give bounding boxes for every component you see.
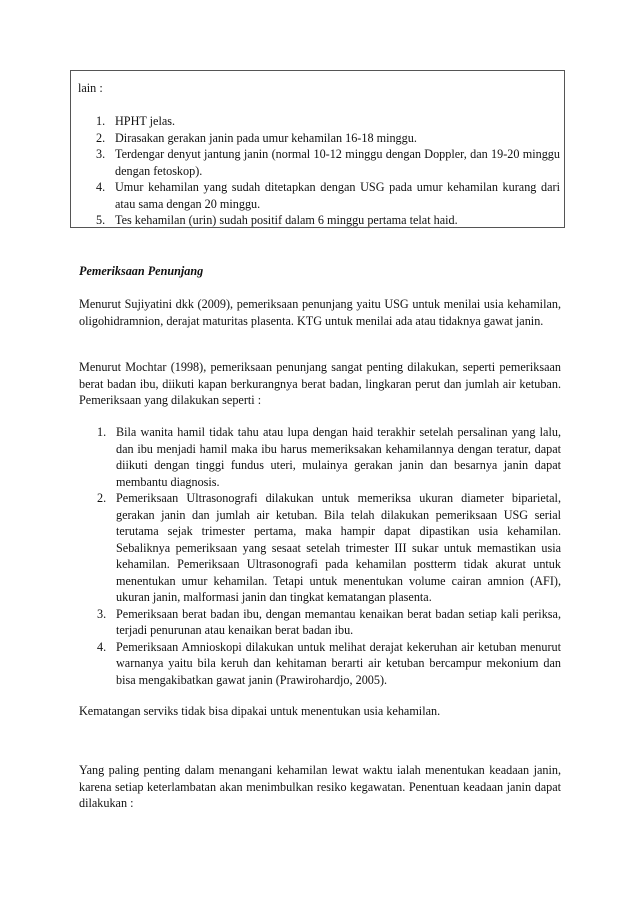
list-item-number: 1. (96, 114, 106, 128)
list-item-number: 3. (96, 147, 106, 161)
section-heading: Pemeriksaan Penunjang (79, 264, 204, 278)
list-item-text: Pemeriksaan Amnioskopi dilakukan untuk melihat derajat kekeruhan air ketuban menurut warnanya yaitu bila keruh dan kehitaman berarti air ketuban bercampur mekonium dan bisa mengakibatkan gawat janin (Prawirohardjo, 2005). (116, 639, 561, 687)
box-intro-text: lain : (78, 81, 103, 95)
list-item-text: Pemeriksaan Ultrasonografi dilakukan untuk memeriksa ukuran diameter biparietal, gerakan janin dan jumlah air ketuban. Bila telah dilakukan pemeriksaan USG serial terutama sejak trimester pertama, maka hampir dapat dipastikan usia kehamilan. Sebaliknya pemeriksaan yang sesaat setelah trimester III sukar untuk memastikan usia kehamilan. Pemeriksaan Ultrasonografi pada kehamilan postterm tidak akurat untuk menentukan umur kehamilan. Tetapi untuk menentukan volume cairan amnion (AFI), ukuran janin, malformasi janin dan tingkat kematangan plasenta. (116, 491, 561, 604)
list-item (97, 639, 561, 689)
paragraph-sujiyatini: Menurut Sujiyatini dkk (2009), pemeriksaan penunjang yaitu USG untuk menilai usia kehamilan, oligohidramnion, derajat maturitas plasenta. KTG untuk menilai ada atau tidaknya gawat janin. (79, 297, 561, 328)
criteria-box (70, 70, 565, 228)
list-item-text: Pemeriksaan berat badan ibu, dengan memantau kenaikan berat badan setiap kali periksa, terjadi penurunan atau kenaikan berat badan ibu. (116, 606, 561, 637)
list-item-text: Dirasakan gerakan janin pada umur kehamilan 16-18 minggu. (115, 130, 417, 145)
list-item-text: Terdengar denyut jantung janin (normal 10-12 minggu dengan Doppler, dan 19-20 minggu dengan fetoskop). (115, 147, 560, 178)
list-item (97, 606, 561, 639)
list-item (96, 212, 560, 229)
list-item-number: 2. (97, 491, 107, 505)
list-item-number: 3. (97, 606, 107, 621)
list-item (97, 424, 561, 490)
examination-list (97, 424, 561, 688)
list-item (97, 490, 561, 606)
list-item-text: Umur kehamilan yang sudah ditetapkan dengan USG pada umur kehamilan kurang dari atau sama dengan 20 minggu. (115, 180, 560, 211)
list-item-number: 5. (96, 213, 106, 227)
list-item (96, 179, 560, 212)
criteria-list (96, 113, 560, 229)
paragraph-mochtar: Menurut Mochtar (1998), pemeriksaan penunjang sangat penting dilakukan, seperti pemeriksaan berat badan ibu, diikuti kapan berkurangnya berat badan, lingkaran perut dan jumlah air ketuban. Pemeriksaan yang dilakukan seperti : (79, 360, 561, 407)
paragraph-serviks: Kematangan serviks tidak bisa dipakai untuk menentukan usia kehamilan. (79, 704, 441, 718)
list-item (96, 146, 560, 179)
list-item-text: HPHT jelas. (115, 114, 176, 128)
paragraph-penanganan: Yang paling penting dalam menangani kehamilan lewat waktu ialah menentukan keadaan janin, karena setiap keterlambatan akan menimbulkan resiko kegawatan. Penentuan keadaan janin dapat dilakukan : (79, 763, 561, 810)
list-item-number: 4. (96, 180, 106, 194)
list-item-text: Bila wanita hamil tidak tahu atau lupa dengan haid terakhir setelah persalinan yang lalu, dan ibu menjadi hamil maka ibu harus memeriksakan kehamilannya dengan teratur, dapat diikuti dengan tinggi fundus uteri, mulainya gerakan janin dan besarnya janin dapat membantu diagnosis. (116, 425, 561, 489)
list-item-number: 1. (97, 425, 107, 439)
list-item-number: 4. (97, 639, 107, 654)
list-item-text: Tes kehamilan (urin) sudah positif dalam 6 minggu pertama telat haid. (115, 213, 458, 227)
list-item-number: 2. (96, 130, 106, 145)
list-item (96, 130, 560, 147)
list-item (96, 113, 560, 130)
